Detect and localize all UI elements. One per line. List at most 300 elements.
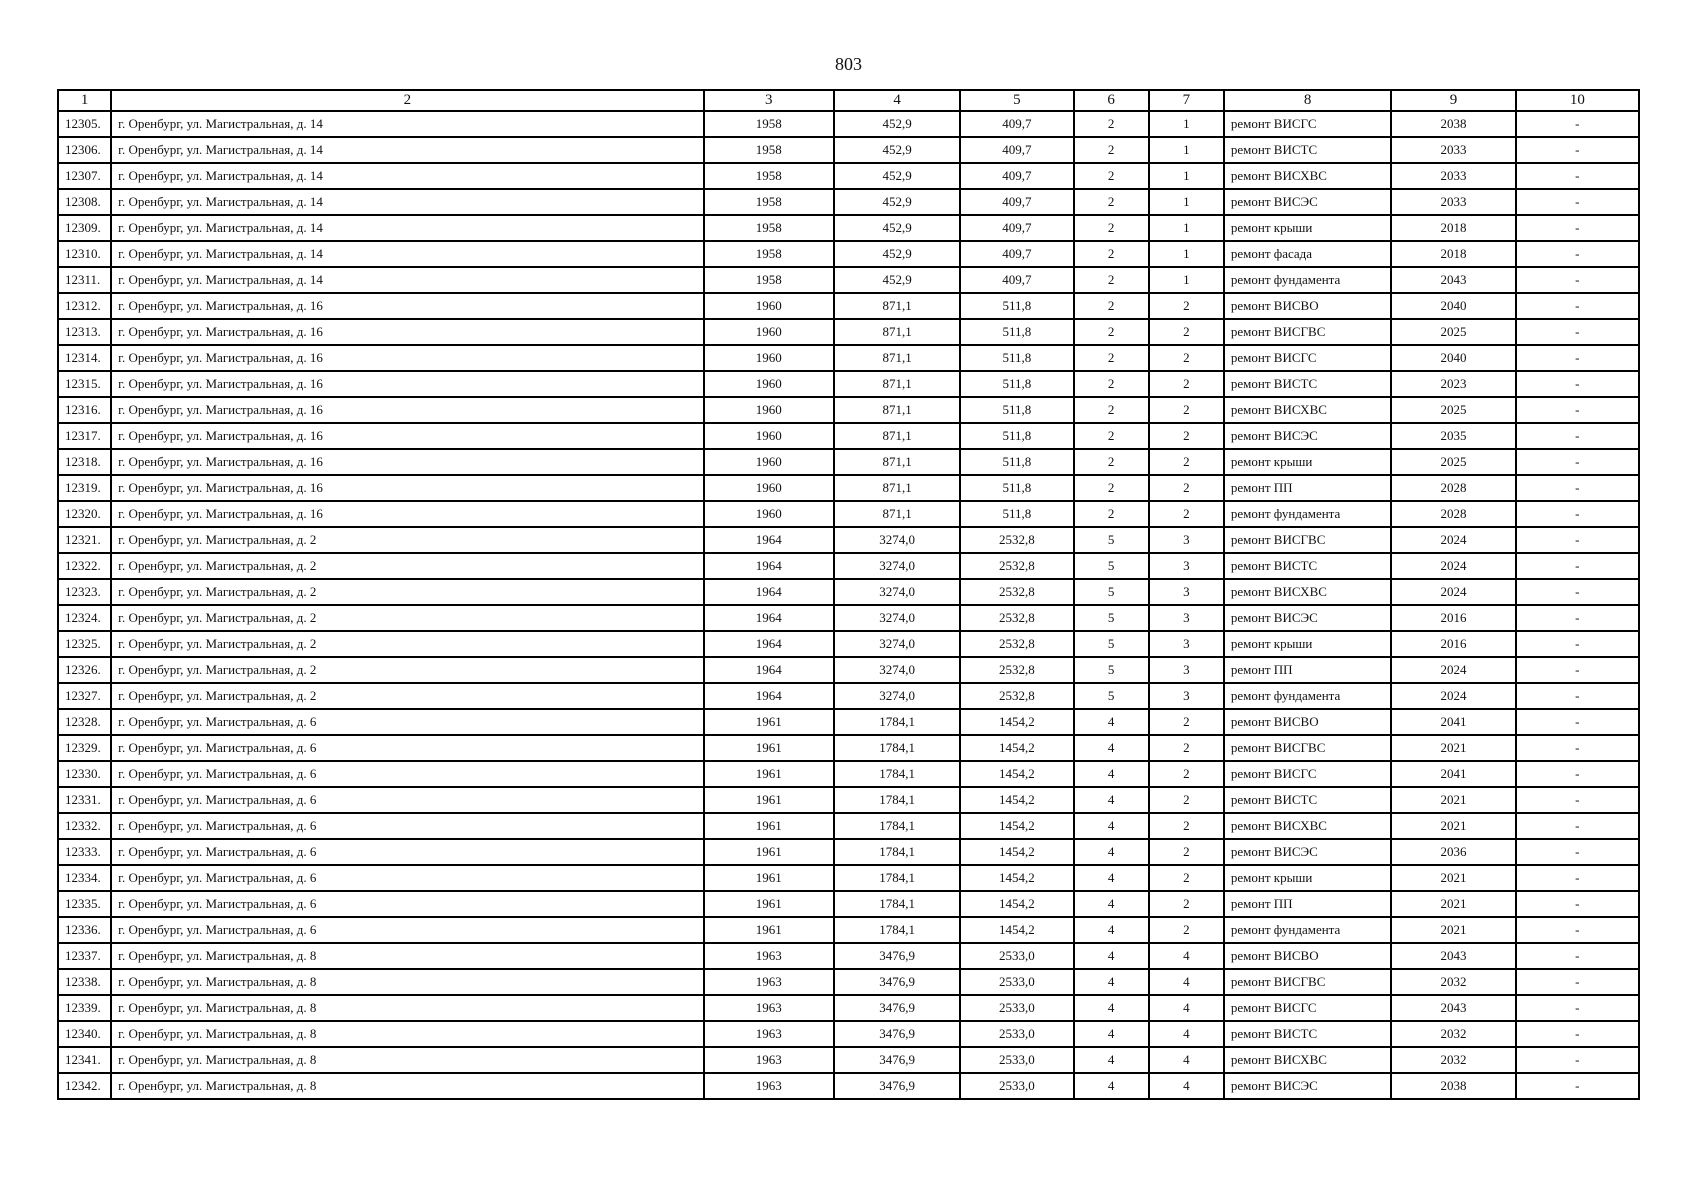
cell-work-type: ремонт ВИСТС — [1224, 553, 1391, 579]
cell-total-area: 3274,0 — [834, 527, 960, 553]
cell-planned-year: 2021 — [1391, 865, 1515, 891]
cell-row-number: 12324. — [58, 605, 111, 631]
cell-row-number: 12317. — [58, 423, 111, 449]
cell-address: г. Оренбург, ул. Магистральная, д. 6 — [111, 891, 703, 917]
cell-total-area: 871,1 — [834, 423, 960, 449]
cell-total-area: 1784,1 — [834, 735, 960, 761]
cell-address: г. Оренбург, ул. Магистральная, д. 2 — [111, 527, 703, 553]
table-row — [58, 475, 1639, 501]
table-row — [58, 813, 1639, 839]
cell-work-type: ремонт фундамента — [1224, 501, 1391, 527]
cell-address: г. Оренбург, ул. Магистральная, д. 6 — [111, 787, 703, 813]
table-row — [58, 631, 1639, 657]
cell-note: - — [1516, 657, 1639, 683]
cell-work-type: ремонт ВИСГВС — [1224, 319, 1391, 345]
cell-address: г. Оренбург, ул. Магистральная, д. 2 — [111, 657, 703, 683]
cell-living-area: 2532,8 — [960, 579, 1073, 605]
cell-entrances: 3 — [1149, 657, 1224, 683]
cell-build-year: 1964 — [704, 657, 834, 683]
cell-living-area: 1454,2 — [960, 891, 1073, 917]
table-row — [58, 319, 1639, 345]
cell-build-year: 1964 — [704, 579, 834, 605]
cell-row-number: 12313. — [58, 319, 111, 345]
cell-row-number: 12307. — [58, 163, 111, 189]
cell-planned-year: 2024 — [1391, 657, 1515, 683]
cell-planned-year: 2038 — [1391, 111, 1515, 137]
cell-row-number: 12331. — [58, 787, 111, 813]
table-row — [58, 501, 1639, 527]
cell-total-area: 1784,1 — [834, 891, 960, 917]
cell-total-area: 1784,1 — [834, 787, 960, 813]
cell-build-year: 1960 — [704, 475, 834, 501]
cell-total-area: 452,9 — [834, 163, 960, 189]
cell-address: г. Оренбург, ул. Магистральная, д. 14 — [111, 241, 703, 267]
cell-living-area: 409,7 — [960, 267, 1073, 293]
cell-address: г. Оренбург, ул. Магистральная, д. 8 — [111, 1047, 703, 1073]
cell-living-area: 511,8 — [960, 345, 1073, 371]
cell-total-area: 3476,9 — [834, 969, 960, 995]
cell-note: - — [1516, 865, 1639, 891]
cell-entrances: 1 — [1149, 111, 1224, 137]
cell-note: - — [1516, 137, 1639, 163]
cell-note: - — [1516, 839, 1639, 865]
cell-floors: 2 — [1074, 189, 1149, 215]
cell-build-year: 1961 — [704, 787, 834, 813]
cell-address: г. Оренбург, ул. Магистральная, д. 2 — [111, 579, 703, 605]
cell-living-area: 2533,0 — [960, 1021, 1073, 1047]
cell-address: г. Оренбург, ул. Магистральная, д. 16 — [111, 371, 703, 397]
cell-build-year: 1964 — [704, 605, 834, 631]
cell-floors: 2 — [1074, 423, 1149, 449]
cell-address: г. Оренбург, ул. Магистральная, д. 8 — [111, 943, 703, 969]
cell-build-year: 1963 — [704, 1047, 834, 1073]
cell-work-type: ремонт ВИСГВС — [1224, 735, 1391, 761]
cell-living-area: 409,7 — [960, 241, 1073, 267]
cell-planned-year: 2021 — [1391, 735, 1515, 761]
table-row — [58, 397, 1639, 423]
cell-row-number: 12308. — [58, 189, 111, 215]
cell-work-type: ремонт ВИСГС — [1224, 111, 1391, 137]
cell-note: - — [1516, 267, 1639, 293]
cell-total-area: 3476,9 — [834, 1073, 960, 1099]
cell-living-area: 2533,0 — [960, 969, 1073, 995]
cell-living-area: 1454,2 — [960, 735, 1073, 761]
cell-floors: 5 — [1074, 605, 1149, 631]
cell-note: - — [1516, 735, 1639, 761]
column-header-4: 4 — [834, 90, 960, 111]
column-header-8: 8 — [1224, 90, 1391, 111]
repair-schedule-table — [57, 89, 1640, 1100]
cell-note: - — [1516, 215, 1639, 241]
table-row — [58, 1021, 1639, 1047]
cell-living-area: 409,7 — [960, 189, 1073, 215]
cell-row-number: 12309. — [58, 215, 111, 241]
page-number: 803 — [835, 54, 862, 74]
cell-work-type: ремонт ВИСХВС — [1224, 579, 1391, 605]
cell-build-year: 1963 — [704, 995, 834, 1021]
cell-note: - — [1516, 475, 1639, 501]
cell-planned-year: 2025 — [1391, 319, 1515, 345]
cell-build-year: 1961 — [704, 735, 834, 761]
cell-work-type: ремонт крыши — [1224, 865, 1391, 891]
cell-planned-year: 2024 — [1391, 579, 1515, 605]
cell-planned-year: 2023 — [1391, 371, 1515, 397]
cell-total-area: 871,1 — [834, 371, 960, 397]
cell-living-area: 2533,0 — [960, 943, 1073, 969]
cell-entrances: 4 — [1149, 995, 1224, 1021]
cell-floors: 4 — [1074, 709, 1149, 735]
cell-floors: 2 — [1074, 293, 1149, 319]
cell-entrances: 1 — [1149, 241, 1224, 267]
cell-work-type: ремонт ВИСЭС — [1224, 423, 1391, 449]
table-row — [58, 345, 1639, 371]
cell-living-area: 409,7 — [960, 111, 1073, 137]
cell-living-area: 2532,8 — [960, 605, 1073, 631]
cell-row-number: 12334. — [58, 865, 111, 891]
column-header-7: 7 — [1149, 90, 1224, 111]
cell-work-type: ремонт крыши — [1224, 215, 1391, 241]
cell-planned-year: 2036 — [1391, 839, 1515, 865]
cell-living-area: 511,8 — [960, 293, 1073, 319]
cell-living-area: 1454,2 — [960, 787, 1073, 813]
cell-planned-year: 2043 — [1391, 995, 1515, 1021]
cell-build-year: 1961 — [704, 839, 834, 865]
cell-work-type: ремонт ВИСЭС — [1224, 189, 1391, 215]
cell-build-year: 1961 — [704, 761, 834, 787]
cell-planned-year: 2024 — [1391, 683, 1515, 709]
cell-work-type: ремонт ВИСГС — [1224, 761, 1391, 787]
cell-living-area: 511,8 — [960, 449, 1073, 475]
cell-total-area: 3476,9 — [834, 1047, 960, 1073]
cell-work-type: ремонт фундамента — [1224, 683, 1391, 709]
table-row — [58, 111, 1639, 137]
cell-build-year: 1961 — [704, 865, 834, 891]
cell-row-number: 12329. — [58, 735, 111, 761]
cell-total-area: 3274,0 — [834, 657, 960, 683]
table-row — [58, 449, 1639, 475]
cell-build-year: 1958 — [704, 137, 834, 163]
cell-entrances: 2 — [1149, 397, 1224, 423]
table-row — [58, 969, 1639, 995]
table-row — [58, 423, 1639, 449]
table-row — [58, 709, 1639, 735]
cell-planned-year: 2024 — [1391, 553, 1515, 579]
cell-planned-year: 2021 — [1391, 917, 1515, 943]
cell-work-type: ремонт ВИСЭС — [1224, 839, 1391, 865]
cell-entrances: 2 — [1149, 839, 1224, 865]
cell-row-number: 12325. — [58, 631, 111, 657]
cell-address: г. Оренбург, ул. Магистральная, д. 6 — [111, 839, 703, 865]
cell-note: - — [1516, 449, 1639, 475]
cell-row-number: 12312. — [58, 293, 111, 319]
cell-address: г. Оренбург, ул. Магистральная, д. 8 — [111, 1021, 703, 1047]
cell-total-area: 871,1 — [834, 475, 960, 501]
cell-total-area: 871,1 — [834, 501, 960, 527]
cell-living-area: 2533,0 — [960, 995, 1073, 1021]
table-row — [58, 553, 1639, 579]
cell-note: - — [1516, 969, 1639, 995]
cell-note: - — [1516, 111, 1639, 137]
cell-work-type: ремонт ПП — [1224, 657, 1391, 683]
cell-floors: 5 — [1074, 579, 1149, 605]
table-row — [58, 215, 1639, 241]
cell-row-number: 12327. — [58, 683, 111, 709]
cell-row-number: 12306. — [58, 137, 111, 163]
cell-entrances: 2 — [1149, 865, 1224, 891]
table-row — [58, 605, 1639, 631]
cell-entrances: 2 — [1149, 787, 1224, 813]
cell-work-type: ремонт ВИСГВС — [1224, 969, 1391, 995]
cell-total-area: 871,1 — [834, 345, 960, 371]
cell-floors: 2 — [1074, 267, 1149, 293]
cell-row-number: 12316. — [58, 397, 111, 423]
cell-address: г. Оренбург, ул. Магистральная, д. 8 — [111, 1073, 703, 1099]
cell-row-number: 12319. — [58, 475, 111, 501]
cell-entrances: 3 — [1149, 631, 1224, 657]
cell-entrances: 2 — [1149, 423, 1224, 449]
table-row — [58, 657, 1639, 683]
cell-total-area: 871,1 — [834, 319, 960, 345]
cell-note: - — [1516, 943, 1639, 969]
cell-entrances: 2 — [1149, 371, 1224, 397]
cell-work-type: ремонт ВИСХВС — [1224, 163, 1391, 189]
cell-entrances: 1 — [1149, 267, 1224, 293]
cell-total-area: 3476,9 — [834, 995, 960, 1021]
cell-entrances: 2 — [1149, 813, 1224, 839]
cell-work-type: ремонт ВИСХВС — [1224, 1047, 1391, 1073]
cell-total-area: 452,9 — [834, 215, 960, 241]
cell-living-area: 409,7 — [960, 163, 1073, 189]
cell-build-year: 1960 — [704, 397, 834, 423]
table-row — [58, 943, 1639, 969]
cell-entrances: 2 — [1149, 761, 1224, 787]
cell-planned-year: 2025 — [1391, 397, 1515, 423]
cell-address: г. Оренбург, ул. Магистральная, д. 6 — [111, 761, 703, 787]
table-body — [58, 111, 1639, 1099]
table-row — [58, 1073, 1639, 1099]
cell-entrances: 2 — [1149, 345, 1224, 371]
cell-address: г. Оренбург, ул. Магистральная, д. 14 — [111, 189, 703, 215]
cell-living-area: 1454,2 — [960, 917, 1073, 943]
cell-floors: 2 — [1074, 475, 1149, 501]
cell-address: г. Оренбург, ул. Магистральная, д. 14 — [111, 137, 703, 163]
cell-floors: 4 — [1074, 995, 1149, 1021]
table-row — [58, 163, 1639, 189]
cell-note: - — [1516, 241, 1639, 267]
cell-entrances: 1 — [1149, 137, 1224, 163]
cell-total-area: 452,9 — [834, 241, 960, 267]
cell-work-type: ремонт фасада — [1224, 241, 1391, 267]
cell-address: г. Оренбург, ул. Магистральная, д. 16 — [111, 423, 703, 449]
cell-total-area: 452,9 — [834, 189, 960, 215]
table-row — [58, 579, 1639, 605]
cell-living-area: 511,8 — [960, 423, 1073, 449]
cell-build-year: 1961 — [704, 917, 834, 943]
cell-entrances: 2 — [1149, 501, 1224, 527]
table-row — [58, 891, 1639, 917]
cell-total-area: 3274,0 — [834, 579, 960, 605]
cell-row-number: 12342. — [58, 1073, 111, 1099]
cell-work-type: ремонт крыши — [1224, 631, 1391, 657]
cell-work-type: ремонт ПП — [1224, 475, 1391, 501]
cell-planned-year: 2028 — [1391, 501, 1515, 527]
cell-floors: 2 — [1074, 319, 1149, 345]
cell-address: г. Оренбург, ул. Магистральная, д. 2 — [111, 683, 703, 709]
table-row — [58, 995, 1639, 1021]
cell-build-year: 1963 — [704, 1021, 834, 1047]
cell-total-area: 3274,0 — [834, 631, 960, 657]
cell-floors: 4 — [1074, 943, 1149, 969]
cell-planned-year: 2035 — [1391, 423, 1515, 449]
cell-note: - — [1516, 1021, 1639, 1047]
cell-floors: 5 — [1074, 527, 1149, 553]
cell-work-type: ремонт ВИСГВС — [1224, 527, 1391, 553]
cell-build-year: 1963 — [704, 943, 834, 969]
cell-address: г. Оренбург, ул. Магистральная, д. 8 — [111, 969, 703, 995]
cell-entrances: 3 — [1149, 683, 1224, 709]
cell-entrances: 2 — [1149, 475, 1224, 501]
column-header-6: 6 — [1074, 90, 1149, 111]
cell-build-year: 1958 — [704, 241, 834, 267]
table-row — [58, 527, 1639, 553]
cell-total-area: 3476,9 — [834, 943, 960, 969]
cell-floors: 5 — [1074, 657, 1149, 683]
cell-address: г. Оренбург, ул. Магистральная, д. 6 — [111, 865, 703, 891]
cell-work-type: ремонт ВИСХВС — [1224, 813, 1391, 839]
cell-living-area: 2532,8 — [960, 683, 1073, 709]
table-row — [58, 189, 1639, 215]
cell-total-area: 1784,1 — [834, 917, 960, 943]
cell-address: г. Оренбург, ул. Магистральная, д. 14 — [111, 267, 703, 293]
cell-living-area: 511,8 — [960, 475, 1073, 501]
table-row — [58, 241, 1639, 267]
cell-build-year: 1960 — [704, 345, 834, 371]
cell-floors: 2 — [1074, 163, 1149, 189]
cell-entrances: 3 — [1149, 527, 1224, 553]
cell-row-number: 12321. — [58, 527, 111, 553]
cell-note: - — [1516, 891, 1639, 917]
cell-floors: 2 — [1074, 397, 1149, 423]
cell-floors: 4 — [1074, 1047, 1149, 1073]
cell-note: - — [1516, 527, 1639, 553]
cell-build-year: 1958 — [704, 163, 834, 189]
cell-floors: 4 — [1074, 917, 1149, 943]
cell-note: - — [1516, 995, 1639, 1021]
column-header-9: 9 — [1391, 90, 1515, 111]
cell-row-number: 12310. — [58, 241, 111, 267]
cell-note: - — [1516, 683, 1639, 709]
cell-floors: 2 — [1074, 111, 1149, 137]
cell-row-number: 12330. — [58, 761, 111, 787]
table-row — [58, 137, 1639, 163]
cell-floors: 4 — [1074, 1073, 1149, 1099]
cell-address: г. Оренбург, ул. Магистральная, д. 2 — [111, 631, 703, 657]
cell-address: г. Оренбург, ул. Магистральная, д. 16 — [111, 501, 703, 527]
cell-address: г. Оренбург, ул. Магистральная, д. 6 — [111, 917, 703, 943]
cell-floors: 4 — [1074, 891, 1149, 917]
cell-work-type: ремонт ВИСТС — [1224, 787, 1391, 813]
cell-row-number: 12332. — [58, 813, 111, 839]
cell-build-year: 1961 — [704, 813, 834, 839]
cell-note: - — [1516, 423, 1639, 449]
cell-entrances: 1 — [1149, 215, 1224, 241]
table-row — [58, 267, 1639, 293]
cell-row-number: 12340. — [58, 1021, 111, 1047]
table-row — [58, 293, 1639, 319]
cell-address: г. Оренбург, ул. Магистральная, д. 6 — [111, 813, 703, 839]
cell-address: г. Оренбург, ул. Магистральная, д. 14 — [111, 163, 703, 189]
table-row — [58, 371, 1639, 397]
cell-entrances: 4 — [1149, 1047, 1224, 1073]
cell-address: г. Оренбург, ул. Магистральная, д. 14 — [111, 215, 703, 241]
cell-address: г. Оренбург, ул. Магистральная, д. 6 — [111, 735, 703, 761]
cell-total-area: 452,9 — [834, 267, 960, 293]
cell-total-area: 1784,1 — [834, 865, 960, 891]
cell-work-type: ремонт ВИСВО — [1224, 709, 1391, 735]
cell-living-area: 1454,2 — [960, 813, 1073, 839]
cell-entrances: 4 — [1149, 1021, 1224, 1047]
cell-living-area: 511,8 — [960, 319, 1073, 345]
cell-note: - — [1516, 761, 1639, 787]
cell-row-number: 12305. — [58, 111, 111, 137]
cell-planned-year: 2033 — [1391, 137, 1515, 163]
cell-row-number: 12333. — [58, 839, 111, 865]
cell-row-number: 12337. — [58, 943, 111, 969]
cell-build-year: 1964 — [704, 527, 834, 553]
cell-work-type: ремонт ВИСВО — [1224, 943, 1391, 969]
cell-living-area: 511,8 — [960, 501, 1073, 527]
cell-address: г. Оренбург, ул. Магистральная, д. 2 — [111, 553, 703, 579]
column-header-5: 5 — [960, 90, 1073, 111]
cell-living-area: 1454,2 — [960, 709, 1073, 735]
cell-entrances: 2 — [1149, 709, 1224, 735]
cell-floors: 2 — [1074, 241, 1149, 267]
cell-total-area: 3476,9 — [834, 1021, 960, 1047]
cell-build-year: 1961 — [704, 891, 834, 917]
cell-note: - — [1516, 787, 1639, 813]
cell-floors: 4 — [1074, 969, 1149, 995]
table-row — [58, 787, 1639, 813]
cell-work-type: ремонт ВИСГС — [1224, 345, 1391, 371]
header-row — [58, 90, 1639, 111]
cell-entrances: 2 — [1149, 293, 1224, 319]
cell-entrances: 3 — [1149, 553, 1224, 579]
cell-planned-year: 2028 — [1391, 475, 1515, 501]
cell-row-number: 12318. — [58, 449, 111, 475]
cell-total-area: 1784,1 — [834, 761, 960, 787]
cell-note: - — [1516, 293, 1639, 319]
cell-address: г. Оренбург, ул. Магистральная, д. 16 — [111, 293, 703, 319]
cell-note: - — [1516, 709, 1639, 735]
column-header-3: 3 — [704, 90, 834, 111]
cell-build-year: 1958 — [704, 189, 834, 215]
cell-total-area: 3274,0 — [834, 683, 960, 709]
cell-work-type: ремонт ВИСТС — [1224, 371, 1391, 397]
cell-row-number: 12339. — [58, 995, 111, 1021]
cell-row-number: 12336. — [58, 917, 111, 943]
cell-planned-year: 2021 — [1391, 891, 1515, 917]
table-row — [58, 865, 1639, 891]
column-header-2: 2 — [111, 90, 703, 111]
cell-planned-year: 2021 — [1391, 787, 1515, 813]
cell-planned-year: 2040 — [1391, 345, 1515, 371]
cell-address: г. Оренбург, ул. Магистральная, д. 16 — [111, 345, 703, 371]
cell-note: - — [1516, 917, 1639, 943]
cell-planned-year: 2043 — [1391, 267, 1515, 293]
cell-work-type: ремонт ВИСТС — [1224, 1021, 1391, 1047]
cell-living-area: 1454,2 — [960, 761, 1073, 787]
cell-note: - — [1516, 397, 1639, 423]
